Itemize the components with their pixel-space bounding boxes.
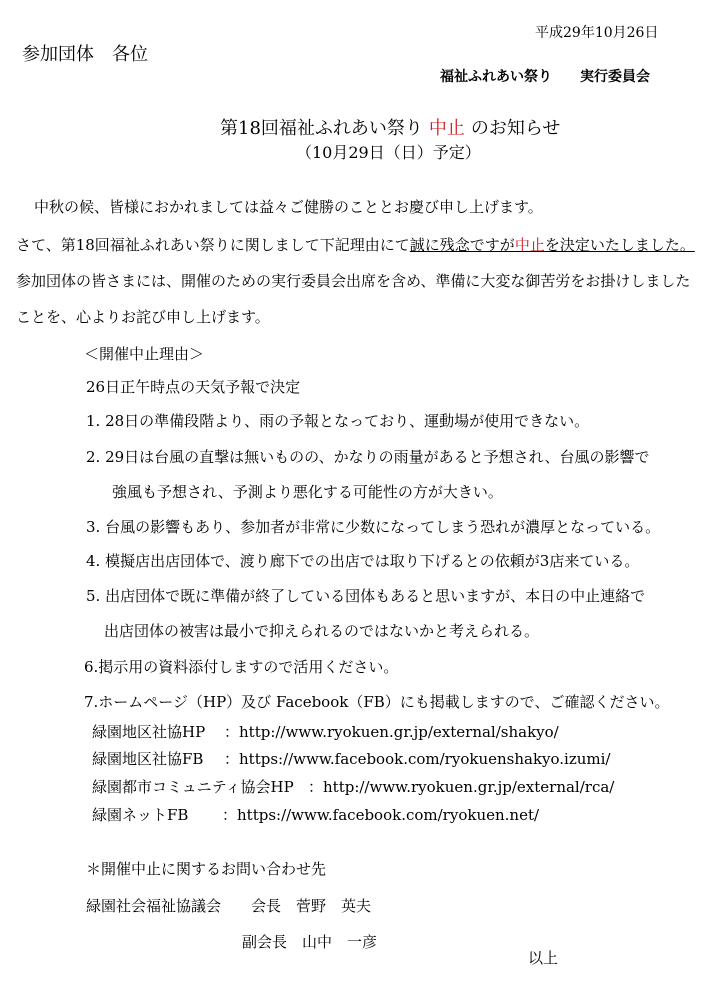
link-label: 緑園地区社協FB [92,750,204,768]
link-url[interactable]: ：http://www.ryokuen.gr.jp/external/shakyo/ [224,723,559,741]
body1-prefix: さて、第18回福祉ふれあい祭りに関しまして下記理由にて [16,236,410,254]
reason-item-continued: 出店団体の被害は最小で抑えられるのではないかと考えられる。 [104,622,540,640]
greeting: 中秋の候、皆様におかれましては益々ご健勝のこととお慶び申し上げます。 [34,198,543,216]
document-title [220,114,560,140]
sender: 福祉ふれあい祭り 実行委員会 [440,69,650,85]
link-label: 緑園ネットFB [92,806,189,824]
decision-basis: 26日正午時点の天気予報で決定 [86,378,301,396]
title-cancel-word: 中止 [428,118,465,139]
reason-item: 3. 台風の影響もあり、参加者が非常に少数になってしまう恐れが濃厚となっている。 [86,518,661,536]
link-url[interactable]: ：https://www.facebook.com/ryokuen.net/ [222,806,540,824]
link-label: 緑園地区社協HP [92,723,206,741]
contact-vice-president: 副会長 山中 一彦 [242,933,378,951]
link-label: 緑園都市コミュニティ協会HP [92,778,294,796]
link-url[interactable]: ：https://www.facebook.com/ryokuenshakyo.izumi/ [224,750,611,768]
reasons-heading: ＜開催中止理由＞ [84,345,205,363]
contact-heading: ＊開催中止に関するお問い合わせ先 [86,860,327,878]
reason-item: 2. 29日は台風の直撃は無いものの、かなりの雨量があると予想され、台風の影響で [86,448,650,466]
reason-item: 1. 28日の準備段階より、雨の予報となっており、運動場が使用できない。 [86,412,590,430]
body-line-1 [16,234,695,255]
scheduled-date: （10月29日（日）予定） [296,143,481,162]
body1-cancel-word: 中止 [514,236,545,254]
body1-underlined: 誠に残念ですが中止を決定いたしました。 [409,236,695,254]
body-line-2: 参加団体の皆さまには、開催のための実行委員会出席を含め、準備に大変な御苦労をお掛けしました [16,272,691,290]
body-line-3: ことを、心よりお詫び申し上げます。 [16,308,270,326]
contact-organization: 緑園社会福祉協議会 会長 菅野 英夫 [86,897,372,915]
title-prefix: 第18回福祉ふれあい祭り [220,118,423,139]
reason-item: 6.掲示用の資料添付しますので活用ください。 [84,658,399,676]
link-url[interactable]: ：http://www.ryokuen.gr.jp/external/rca/ [308,778,615,796]
addressee: 参加団体 各位 [22,44,148,65]
date-line: 平成29年10月26日 [535,25,659,41]
reason-item: 4. 模擬店出店団体で、渡り廊下での出店では取り下げるとの依頼が3店来ている。 [86,552,640,570]
title-suffix: のお知らせ [470,118,561,139]
reason-item: 5. 出店団体で既に準備が終了している団体もあると思いますが、本日の中止連絡で [86,587,646,605]
reason-item-continued: 強風も予想され、予測より悪化する可能性の方が大きい。 [112,483,503,501]
closing: 以上 [528,949,559,967]
reason-item: 7.ホームページ（HP）及び Facebook（FB）にも掲載しますので、ご確認ください。 [84,693,670,711]
